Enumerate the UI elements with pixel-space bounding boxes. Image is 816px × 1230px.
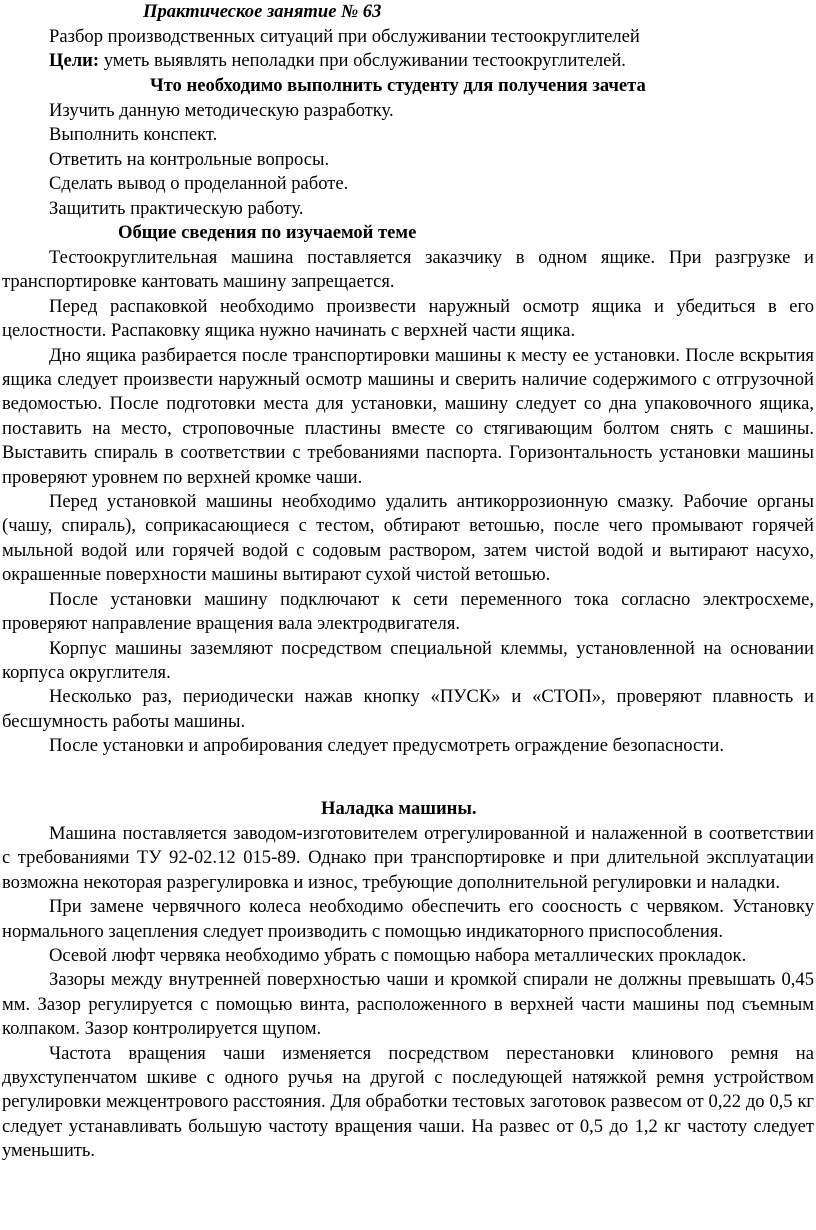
setup-section: [2, 822, 814, 1164]
paragraph: Корпус машины заземляют посредством специальной клеммы, установленной на основании корпуса округлителя.: [2, 637, 814, 683]
task-item: Изучить данную методическую разработку.: [49, 100, 394, 121]
paragraph: Тестоокруглительная машина поставляется заказчику в одном ящике. При разгрузке и транспортировке кантовать машину запрещается.: [2, 247, 814, 293]
paragraph: Перед распаковкой необходимо произвести наружный осмотр ящика и убедиться в его целостности. Распаковку ящика нужно начинать с верхней части ящика.: [2, 295, 814, 342]
paragraph: Дно ящика разбирается после транспортировки машины к месту ее установки. После вскрытия ящика следует произвести наружный осмотр машины и сверить наличие содержимого с отгрузочной ведомостью. После подготовки места для установки, машину следует со дна упаковочного ящика, поставить на место, строповочные пластины вместе со стягивающим болтом снять с машины. Выставить спираль в соответствии с требованиями паспорта. Горизонтальность установки машины проверяют уровнем по верхней кромке чаши.: [2, 344, 814, 488]
paragraph: Машина поставляется заводом-изготовителем отрегулированной и налаженной в соответствии с требованиями ТУ 92-02.12 015-89. Однако при транспортировке и при длительной эксплуатации возможна некоторая разрегулировка и износ, требующие дополнительной регулировки и наладки.: [2, 823, 814, 893]
paragraph: После установки и апробирования следует предусмотреть ограждение безопасности.: [49, 735, 725, 757]
tasks-heading: Что необходимо выполнить студенту для получения зачета: [150, 75, 646, 96]
general-heading: Общие сведения по изучаемой теме: [118, 222, 417, 243]
task-item: Защитить практическую работу.: [49, 198, 304, 219]
paragraph: После установки машину подключают к сети переменного тока согласно электросхеме, проверяют направление вращения вала электродвигателя.: [2, 588, 814, 635]
paragraph: Зазоры между внутренней поверхностью чаши и кромкой спирали не должны превышать 0,45 мм. Зазор регулируется с помощью винта, расположенного в верхней части машины под съемным колпаком. Зазор контролируется щупом.: [2, 969, 814, 1040]
paragraph: Несколько раз, периодически нажав кнопку «ПУСК» и «СТОП», проверяют плавность и бесшумность работы машины.: [2, 686, 814, 732]
task-item: Ответить на контрольные вопросы.: [49, 149, 330, 170]
paragraph: Частота вращения чаши изменяется посредством перестановки клинового ремня на двухступенчатом шкиве с одного ручья на другой с последующей натяжкой ремня устройством регулировки межцентрового расстояния. Для обработки тестовых заготовок развесом от 0,22 до 0,5 кг следует устанавливать большую частоту вращения чаши. На развес от 0,5 до 1,2 кг частоту следует уменьшить.: [2, 1042, 814, 1162]
setup-heading: Наладка машины.: [321, 798, 477, 819]
lesson-topic: Разбор производственных ситуаций при обслуживании тестоокруглителей: [49, 26, 640, 47]
paragraph: Осевой люфт червяка необходимо убрать с помощью набора металлических прокладок.: [49, 945, 747, 967]
goals-text: уметь выявлять неполадки при обслуживании тестоокруглителей.: [99, 50, 626, 71]
paragraph: При замене червячного колеса необходимо обеспечить его соосность с червяком. Установку нормального зацепления следует производить с помощью индикаторного приспособления.: [2, 896, 814, 942]
task-item: Выполнить конспект.: [49, 124, 218, 145]
lesson-goals: [49, 49, 626, 73]
lesson-title: Практическое занятие № 63: [143, 1, 382, 22]
general-section: [2, 246, 814, 759]
task-item: Сделать вывод о проделанной работе.: [49, 173, 349, 194]
goals-label: Цели:: [49, 50, 100, 71]
paragraph: Перед установкой машины необходимо удалить антикоррозионную смазку. Рабочие органы (чашу, спираль), соприкасающиеся с тестом, обтирают ветошью, после чего промывают горячей мыльной водой или горячей водой с содовым раствором, затем чистой водой и вытирают насухо, окрашенные поверхности машины вытирают сухой чистой ветошью.: [2, 491, 814, 586]
